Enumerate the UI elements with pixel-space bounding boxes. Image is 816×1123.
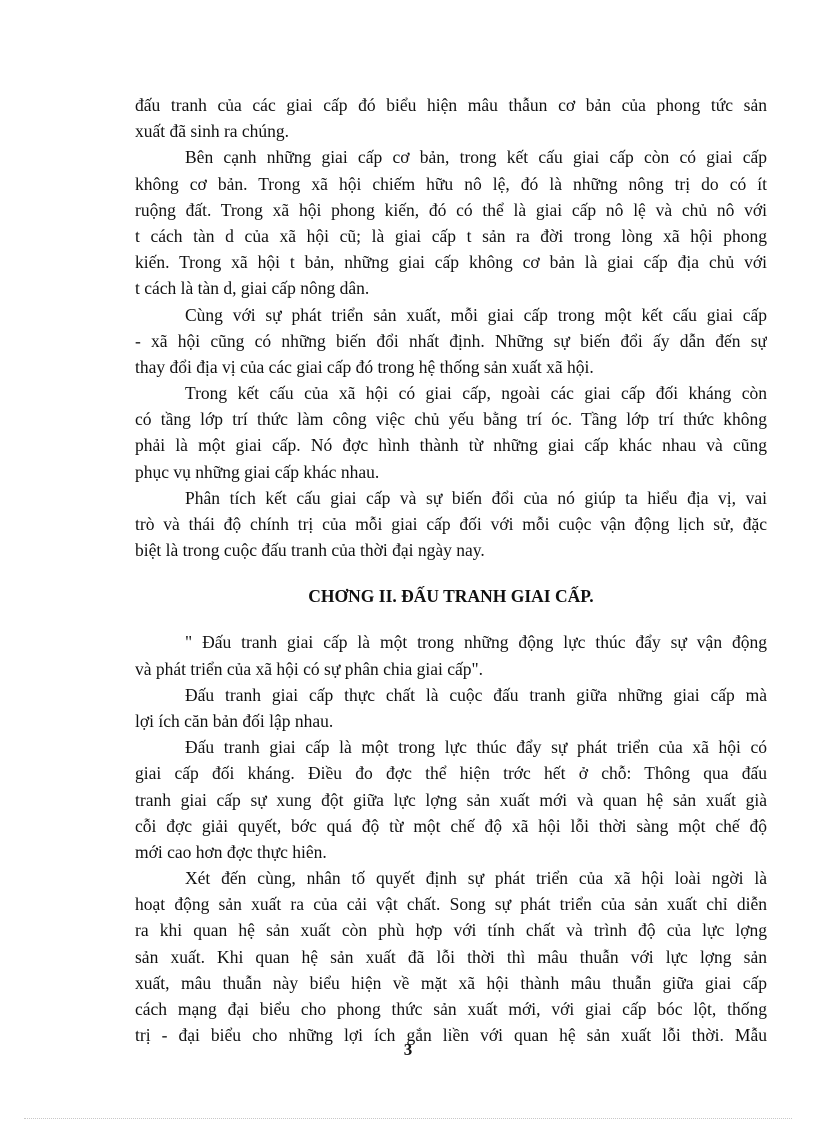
text-line: kiến. Trong xã hội t bản, những giai cấp không cơ bản là giai cấp địa chủ với [135, 252, 767, 273]
text-line: cách mạng đại biểu cho phong thức sản xuất mới, với giai cấp bóc lột, thống [135, 999, 767, 1019]
text-line: - xã hội cũng có những biến đổi nhất định. Những sự biến đổi ấy dẫn đến sự [135, 330, 767, 351]
body-text-section-a [135, 92, 767, 563]
document-page [135, 92, 767, 1048]
page-number: 3 [403, 1040, 413, 1059]
text-line: ra khi quan hệ sản xuất còn phù hợp với tính chất và trình độ của lực lợng [135, 920, 767, 941]
text-line: phải là một giai cấp. Nó đợc hình thành từ những giai cấp khác nhau và cũng [135, 435, 767, 456]
text-line: không cơ bản. Trong xã hội chiếm hữu nô lệ, đó là những nông trị do có ít [135, 173, 767, 194]
body-text-section-b [135, 629, 767, 1048]
text-line: Phân tích kết cấu giai cấp và sự biến đổi của nó giúp ta hiểu địa vị, vai [185, 487, 767, 508]
text-line: t cách tàn d của xã hội cũ; là giai cấp t sản ra đời trong lòng xã hội phong [135, 225, 767, 246]
text-line: t cách là tàn d, giai cấp nông dân. [135, 278, 370, 299]
text-line: xuất, mâu thuẫn này biểu hiện về mặt xã hội thành mâu thuẫn giữa giai cấp [135, 972, 767, 993]
text-line: giai cấp đối kháng. Điều đo đợc thể hiện trớc hết ở chỗ: Thông qua đấu [135, 763, 767, 784]
text-line: có tầng lớp trí thức làm công việc chủ yếu bằng trí óc. Tầng lớp trí thức không [135, 409, 767, 430]
text-line: sản xuất. Khi quan hệ sản xuất đã lỗi thời thì mâu thuẫn với lực lợng sản [135, 946, 767, 967]
text-line: trị - đại biểu cho những lợi ích gắn liền với quan hệ sản xuất lỗi thời. Mẫu [135, 1025, 767, 1046]
text-line: và phát triển của xã hội có sự phân chia giai cấp". [135, 658, 484, 679]
text-line: Bên cạnh những giai cấp cơ bản, trong kết cấu giai cấp còn có giai cấp [185, 147, 767, 168]
text-line: mới cao hơn đợc thực hiên. [135, 841, 327, 862]
text-line: Cùng với sự phát triển sản xuất, mỗi giai cấp trong một kết cấu giai cấp [185, 304, 767, 325]
text-line: biệt là trong cuộc đấu tranh của thời đại ngày nay. [135, 540, 485, 561]
text-line: trò và thái độ chính trị của mỗi giai cấp đối với mỗi cuộc vận động lịch sử, đặc [135, 514, 767, 534]
text-line: cỗi đợc giải quyết, bớc quá độ từ một chế độ xã hội lỗi thời sàng một chế độ [135, 815, 767, 836]
text-line: Trong kết cấu của xã hội có giai cấp, ngoài các giai cấp đối kháng còn [185, 383, 767, 404]
text-line: Đấu tranh giai cấp là một trong lực thúc đẩy sự phát triển của xã hội có [185, 737, 767, 758]
chapter-heading: CHƠNG II. ĐẤU TRANH GIAI CẤP. [308, 586, 594, 607]
text-line: tranh giai cấp sự xung đột giữa lực lợng sản xuất mới và quan hệ sản xuất già [135, 789, 767, 810]
text-line: đấu tranh của các giai cấp đó biểu hiện mâu thẫun cơ bản của phong tức sản [135, 95, 767, 115]
footer-divider [24, 1118, 792, 1119]
text-line: ruộng đất. Trong xã hội phong kiến, đó có thể là giai cấp nô lệ và chủ nô với [135, 199, 767, 220]
text-line: phục vụ những giai cấp khác nhau. [135, 461, 380, 482]
text-line: thay đổi địa vị của các giai cấp đó trong hệ thống sản xuất xã hội. [135, 356, 594, 377]
text-line: Xét đến cùng, nhân tố quyết định sự phát triển của xã hội loài ngời là [185, 868, 767, 889]
text-line: " Đấu tranh giai cấp là một trong những động lực thúc đẩy sự vận động [185, 632, 767, 653]
text-line: xuất đã sinh ra chúng. [135, 121, 290, 142]
text-line: hoạt động sản xuất ra của cải vật chất. Song sự phát triển của sản xuất chỉ diễn [135, 894, 767, 915]
text-line: lợi ích căn bản đối lập nhau. [135, 710, 334, 731]
text-line: Đấu tranh giai cấp thực chất là cuộc đấu tranh giữa những giai cấp mà [185, 684, 767, 705]
